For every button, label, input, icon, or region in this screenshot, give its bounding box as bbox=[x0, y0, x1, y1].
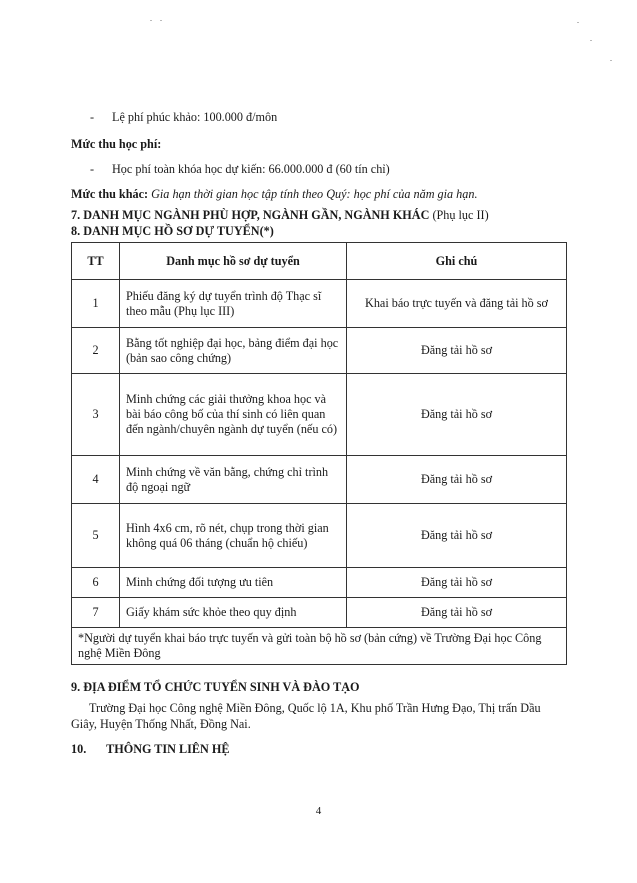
tuition-item-line bbox=[90, 162, 390, 177]
table-row bbox=[72, 280, 567, 328]
other-fee-line bbox=[71, 187, 478, 202]
section-8-heading: 8. DANH MỤC HỒ SƠ DỰ TUYỂN(*) bbox=[71, 224, 274, 238]
row-document: Minh chứng đối tượng ưu tiên bbox=[120, 568, 347, 598]
table-row bbox=[72, 504, 567, 568]
other-fee-label: Mức thu khác: bbox=[71, 187, 149, 201]
row-document: Hình 4x6 cm, rõ nét, chụp trong thời gian không quá 06 tháng (chuẩn hộ chiếu) bbox=[120, 504, 347, 568]
row-note: Đăng tải hồ sơ bbox=[347, 598, 567, 628]
row-number: 4 bbox=[72, 456, 120, 504]
row-note: Đăng tải hồ sơ bbox=[347, 374, 567, 456]
section-7-title: 7. DANH MỤC NGÀNH PHÙ HỢP, NGÀNH GẦN, NGÀNH KHÁC bbox=[71, 208, 430, 222]
row-document: Minh chứng các giải thưởng khoa học và bài báo công bố của thí sinh có liên quan đến ngành/chuyên ngành dự tuyển (nếu có) bbox=[120, 374, 347, 456]
header-tt: TT bbox=[72, 243, 120, 280]
table-row bbox=[72, 328, 567, 374]
section-9-heading: 9. ĐỊA ĐIỂM TỔ CHỨC TUYỂN SINH VÀ ĐÀO TẠO bbox=[71, 680, 360, 694]
row-note: Đăng tải hồ sơ bbox=[347, 568, 567, 598]
section-7-suffix: (Phụ lục II) bbox=[432, 208, 489, 222]
table-footnote-row bbox=[72, 628, 567, 665]
row-note: Đăng tải hồ sơ bbox=[347, 504, 567, 568]
row-note: Khai báo trực tuyến và đăng tải hồ sơ bbox=[347, 280, 567, 328]
section-10-title: THÔNG TIN LIÊN HỆ bbox=[106, 742, 230, 756]
header-note: Ghi chú bbox=[347, 243, 567, 280]
row-document: Minh chứng về văn bằng, chứng chỉ trình độ ngoại ngữ bbox=[120, 456, 347, 504]
row-document: Phiếu đăng ký dự tuyển trình độ Thạc sĩ theo mẫu (Phụ lục III) bbox=[120, 280, 347, 328]
tuition-item-text: Học phí toàn khóa học dự kiến: 66.000.000 đ (60 tín chỉ) bbox=[112, 162, 390, 176]
table-footnote: *Người dự tuyển khai báo trực tuyến và gửi toàn bộ hồ sơ (bản cứng) về Trường Đại học Công nghệ Miền Đông bbox=[72, 628, 567, 665]
row-number: 6 bbox=[72, 568, 120, 598]
page-number: 4 bbox=[315, 805, 322, 817]
section-7-heading bbox=[71, 208, 489, 223]
scan-speck bbox=[150, 20, 152, 21]
row-number: 1 bbox=[72, 280, 120, 328]
list-dash: - bbox=[90, 162, 95, 176]
section-10-heading bbox=[71, 742, 229, 757]
table-row bbox=[72, 456, 567, 504]
other-fee-text: Gia hạn thời gian học tập tính theo Quý: học phí của năm gia hạn. bbox=[151, 187, 478, 201]
table-row bbox=[72, 598, 567, 628]
section-10-number: 10. bbox=[71, 742, 87, 756]
row-number: 3 bbox=[72, 374, 120, 456]
header-document: Danh mục hồ sơ dự tuyển bbox=[120, 243, 347, 280]
table-row bbox=[72, 374, 567, 456]
row-document: Giấy khám sức khỏe theo quy định bbox=[120, 598, 347, 628]
table-row bbox=[72, 568, 567, 598]
table-header-row bbox=[72, 243, 567, 280]
row-note: Đăng tải hồ sơ bbox=[347, 328, 567, 374]
fee-review-text: Lệ phí phúc khảo: 100.000 đ/môn bbox=[112, 110, 278, 124]
application-documents-table bbox=[71, 242, 567, 665]
list-dash: - bbox=[90, 110, 95, 124]
scan-speck bbox=[610, 60, 612, 61]
scan-speck bbox=[160, 20, 162, 21]
row-note: Đăng tải hồ sơ bbox=[347, 456, 567, 504]
scan-speck bbox=[577, 22, 579, 23]
row-document: Bằng tốt nghiệp đại học, bảng điểm đại học (bản sao công chứng) bbox=[120, 328, 347, 374]
fee-review-line bbox=[90, 110, 277, 125]
section-9-body: Trường Đại học Công nghệ Miền Đông, Quốc lộ 1A, Khu phố Trần Hưng Đạo, Thị trấn Dầu Giây, Huyện Thống Nhất, Đồng Nai. bbox=[71, 701, 541, 731]
row-number: 2 bbox=[72, 328, 120, 374]
tuition-heading: Mức thu học phí: bbox=[71, 137, 162, 151]
row-number: 7 bbox=[72, 598, 120, 628]
scan-speck bbox=[590, 40, 592, 41]
row-number: 5 bbox=[72, 504, 120, 568]
